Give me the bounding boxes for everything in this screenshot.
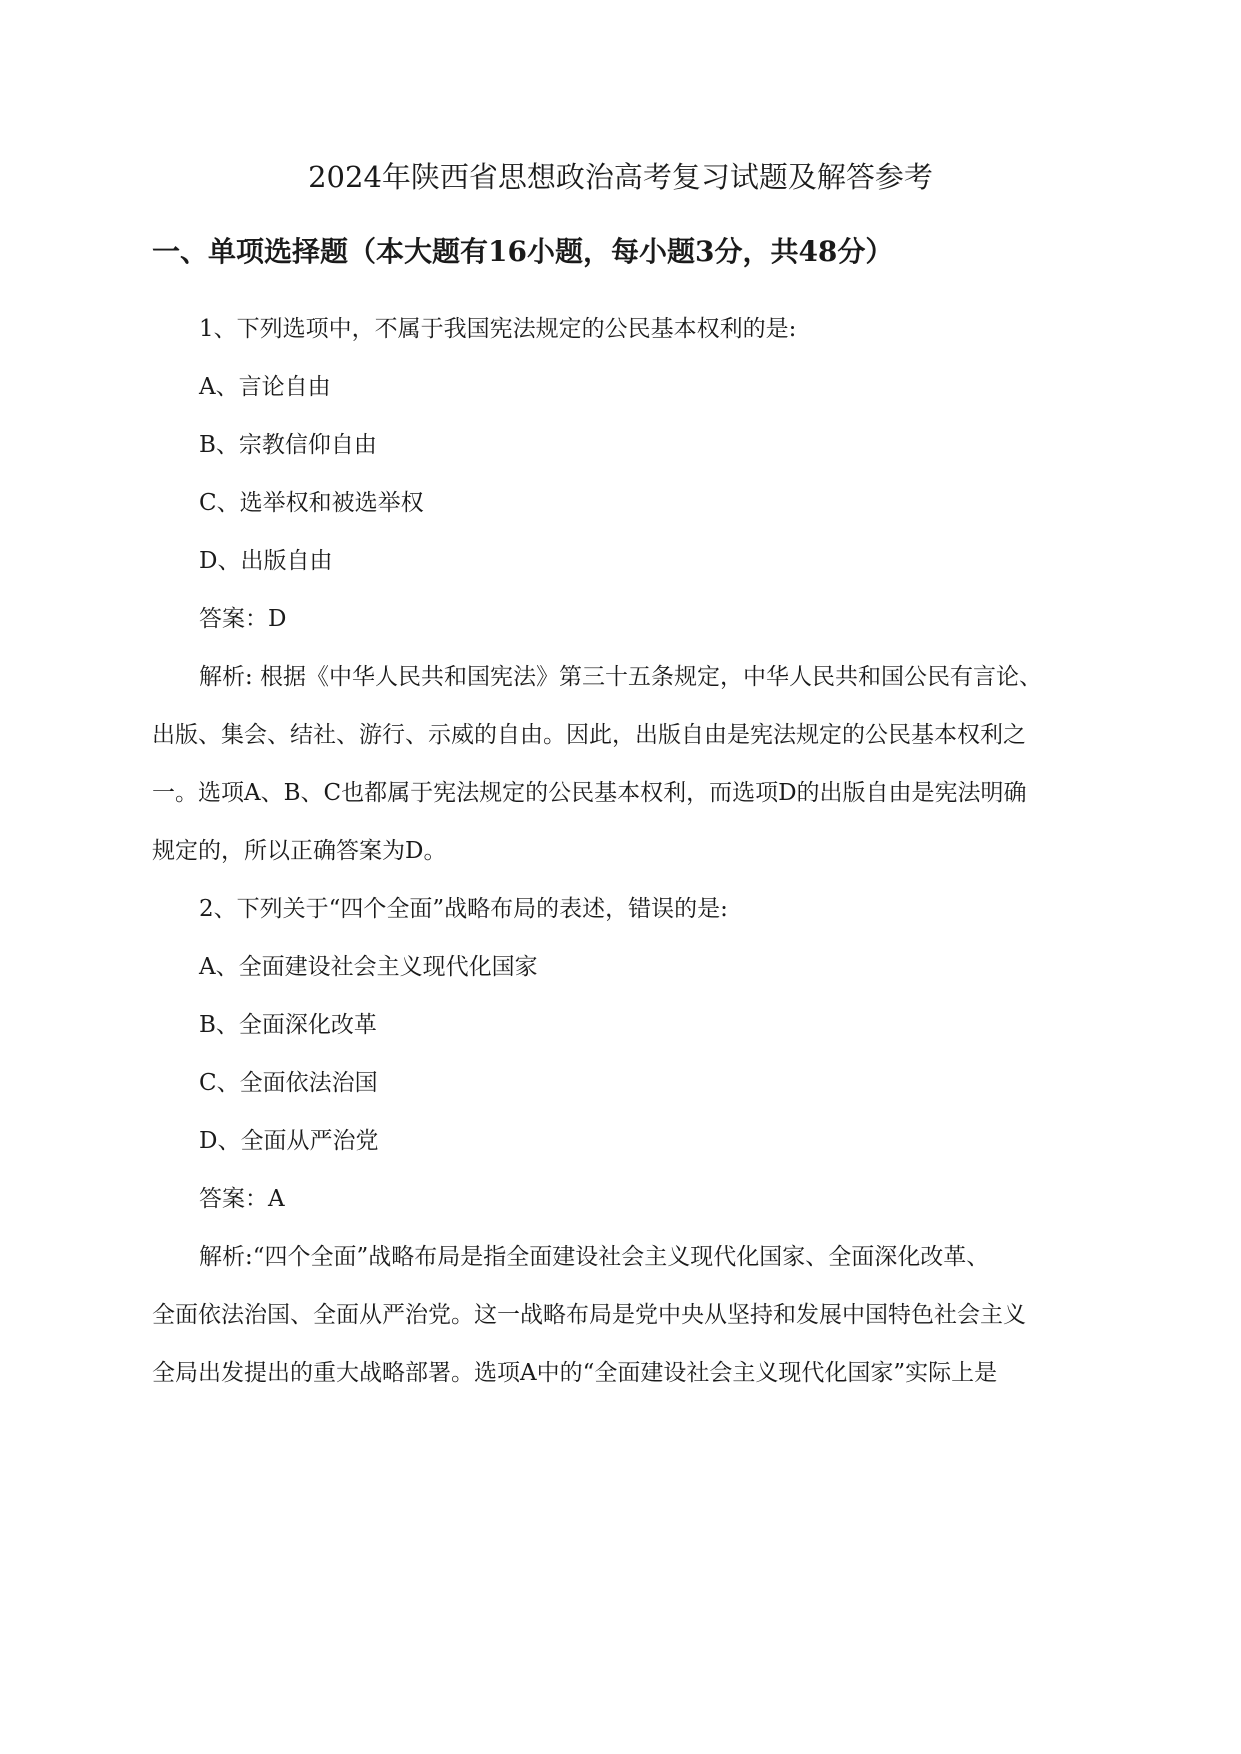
question-1-option-d: D、出版自由 [199, 548, 333, 574]
question-1-option-c: C、选举权和被选举权 [199, 490, 424, 516]
question-2-option-a: A、全面建设社会主义现代化国家 [199, 954, 538, 980]
question-2-analysis-line: 全局出发提出的重大战略部署。选项A中的“全面建设社会主义现代化国家”实际上是 [152, 1360, 998, 1386]
question-2-option-c: C、全面依法治国 [199, 1070, 378, 1096]
document-title: 2024年陕西省思想政治高考复习试题及解答参考 [308, 160, 933, 194]
section-heading: 一、单项选择题（本大题有16小题，每小题3分，共48分） [152, 235, 894, 268]
question-2-analysis-line: 解析:“四个全面”战略布局是指全面建设社会主义现代化国家、全面深化改革、 [199, 1244, 990, 1270]
question-2-option-b: B、全面深化改革 [199, 1012, 377, 1038]
question-1-analysis-line: 规定的，所以正确答案为D。 [152, 838, 447, 864]
question-2-stem: 2、下列关于“四个全面”战略布局的表述，错误的是: [199, 896, 728, 922]
question-1-option-b: B、宗教信仰自由 [199, 432, 377, 458]
question-1-answer: 答案：D [199, 606, 287, 632]
question-2-option-d: D、全面从严治党 [199, 1128, 379, 1154]
question-1-option-a: A、言论自由 [199, 374, 331, 400]
question-2-analysis-line: 全面依法治国、全面从严治党。这一战略布局是党中央从坚持和发展中国特色社会主义 [152, 1302, 1026, 1328]
question-1-analysis-line: 解析: 根据《中华人民共和国宪法》第三十五条规定，中华人民共和国公民有言论、 [199, 664, 1043, 690]
question-2-answer: 答案：A [199, 1186, 285, 1212]
question-1-analysis-line: 出版、集会、结社、游行、示威的自由。因此，出版自由是宪法规定的公民基本权利之 [152, 722, 1026, 748]
question-1-analysis-line: 一。选项A、B、C也都属于宪法规定的公民基本权利，而选项D的出版自由是宪法明确 [152, 780, 1027, 806]
question-1-stem: 1、下列选项中，不属于我国宪法规定的公民基本权利的是: [199, 316, 797, 342]
